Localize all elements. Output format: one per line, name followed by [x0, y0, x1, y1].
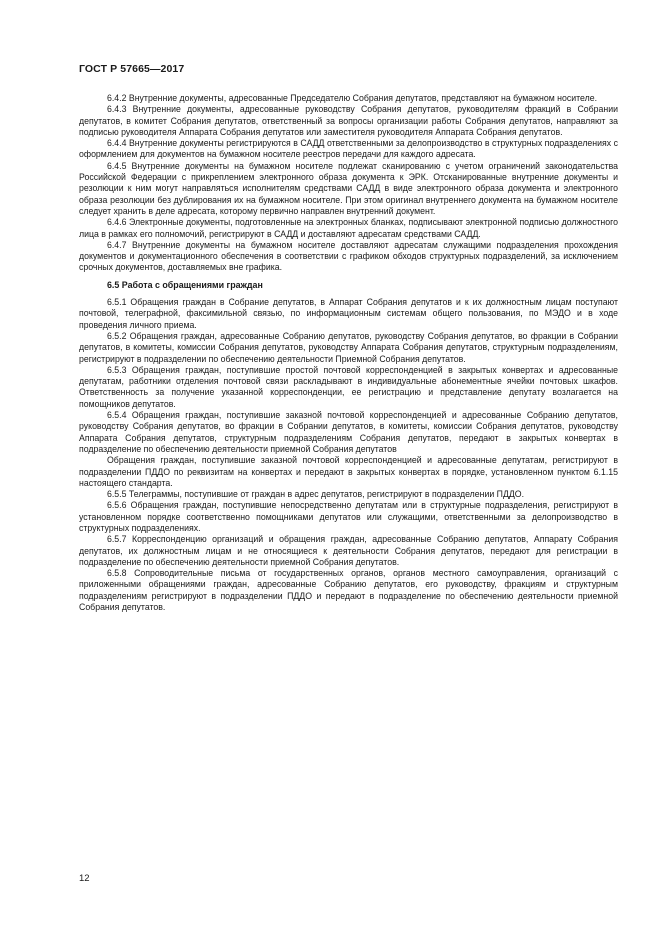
paragraph-6-5-2: 6.5.2 Обращения граждан, адресованные Собранию депутатов, руководству Собрания депутатов, во фракции в Собрании депутатов, в комитеты, комиссии Собрания депутатов, руководству Аппарата Собрания депутатов, структурным подразделениям, регистрируют в подразделении по обеспечению деятельности Приемной Собрания депутатов. — [79, 330, 618, 364]
section-heading-6-5: 6.5 Работа с обращениями граждан — [107, 279, 263, 290]
paragraph-6-5-4: 6.5.4 Обращения граждан, поступившие заказной почтовой корреспонденцией и адресованные Собранию депутатов, руководству Собрания депутатов, во фракции в Собрании депутатов, в комитеты, комиссии Собрания депутатов, руководству Аппарата Собрания депутатов, структурным подразделениям Собрания депутатов, передают в закрытых конвертах в подразделение по обеспечению деятельности приемной Собрания депутатов — [79, 410, 618, 454]
paragraph-6-5-4-continued: Обращения граждан, поступившие заказной почтовой корреспонденцией и адресованные депутатам, регистрируют в подразделении ПДДО по реквизитам на конвертах и передают в закрытых конвертах в порядке, установленном пунктом 6.1.15 настоящего стандарта. — [79, 455, 618, 488]
paragraph-6-5-6: 6.5.6 Обращения граждан, поступившие непосредственно депутатам или в структурные подразделения, регистрируют в установленном порядке соответственно помощниками депутатов или служащими, ответственными за делопроизводство в структурных подразделениях. — [79, 500, 618, 533]
paragraph-6-5-3: 6.5.3 Обращения граждан, поступившие простой почтовой корреспонденцией в закрытых конвертах и адресованные депутатам, работники отделения почтовой связи раскладывают в индивидуальные абонементные ячейки почтовых шкафов. Ответственность за получение указанной корреспонденции, ее регистрацию и представление депутату возлагается на помощников депутатов. — [79, 364, 618, 409]
document-header: ГОСТ Р 57665—2017 — [79, 63, 185, 75]
paragraph-6-4-3: 6.4.3 Внутренние документы, адресованные руководству Собрания депутатов, руководителям фракций в Собрании депутатов, в комитет Собрания депутатов, ответственный за вопросы организации работы Собрания депутатов, направляют за подписью руководителя Аппарата Собрания депутатов или заместителя руководителя Аппарата Собрания депутатов. — [79, 104, 618, 137]
paragraph-6-5-5: 6.5.5 Телеграммы, поступившие от граждан в адрес депутатов, регистрируют в подразделении ПДДО. — [107, 489, 525, 500]
page-number: 12 — [79, 873, 90, 884]
paragraph-6-4-6: 6.4.6 Электронные документы, подготовленные на электронных бланках, подписывают электронной подписью должностного лица в рамках его полномочий, регистрируют в САДД и доставляют адресатам средствами САДД. — [79, 217, 618, 239]
document-body — [79, 93, 618, 613]
paragraph-6-4-5: 6.4.5 Внутренние документы на бумажном носителе подлежат сканированию с учетом ограничений законодательства Российской Федерации с прикреплением электронного образа документа к ЭРК. Отсканированные внутренние документы и резолюции к ним могут направляться исполнителям средствами САДД в виде электронного образа документа и электронного образа резолюции без дублирования их на бумажном носителе. При этом оригинал внутреннего документа на бумажном носителе следует хранить в деле адресата, которому первично направлен внутренний документ. — [79, 160, 618, 216]
paragraph-6-5-8: 6.5.8 Сопроводительные письма от государственных органов, органов местного самоуправления, организаций с приложенными обращениями граждан, адресованные Собранию депутатов, его руководству, фракциям и структурным подразделениям регистрируют в подразделении ПДДО и передают в подразделение по обеспечению деятельности приемной Собрания депутатов. — [79, 568, 618, 613]
paragraph-6-4-2: 6.4.2 Внутренние документы, адресованные Председателю Собрания депутатов, представляют на бумажном носителе. — [107, 93, 597, 103]
paragraph-6-5-1: 6.5.1 Обращения граждан в Собрание депутатов, в Аппарат Собрания депутатов и к их должностным лицам поступают почтовой, телеграфной, факсимильной связью, по информационным системам общего пользования, по МЭДО и в ходе проведения личного приема. — [79, 297, 618, 330]
paragraph-6-4-7: 6.4.7 Внутренние документы на бумажном носителе доставляют адресатам служащими подразделения прохождения документов и документационного обеспечения в соответствии с графиком обходов структурных подразделений, за исключением срочных документов, доставляемых вне графика. — [79, 239, 618, 273]
paragraph-6-5-7: 6.5.7 Корреспонденцию организаций и обращения граждан, адресованные Собранию депутатов, Аппарату Собрания депутатов, их должностным лицам и не относящиеся к деятельности Собрания депутатов, передают для регистрации в подразделение по обеспечению деятельности приемной Собрания депутатов. — [79, 534, 618, 567]
paragraph-6-4-4: 6.4.4 Внутренние документы регистрируются в САДД ответственными за делопроизводство в структурных подразделениях с оформлением для документов на бумажном носителе реестров передачи для каждого адресата. — [79, 138, 618, 160]
